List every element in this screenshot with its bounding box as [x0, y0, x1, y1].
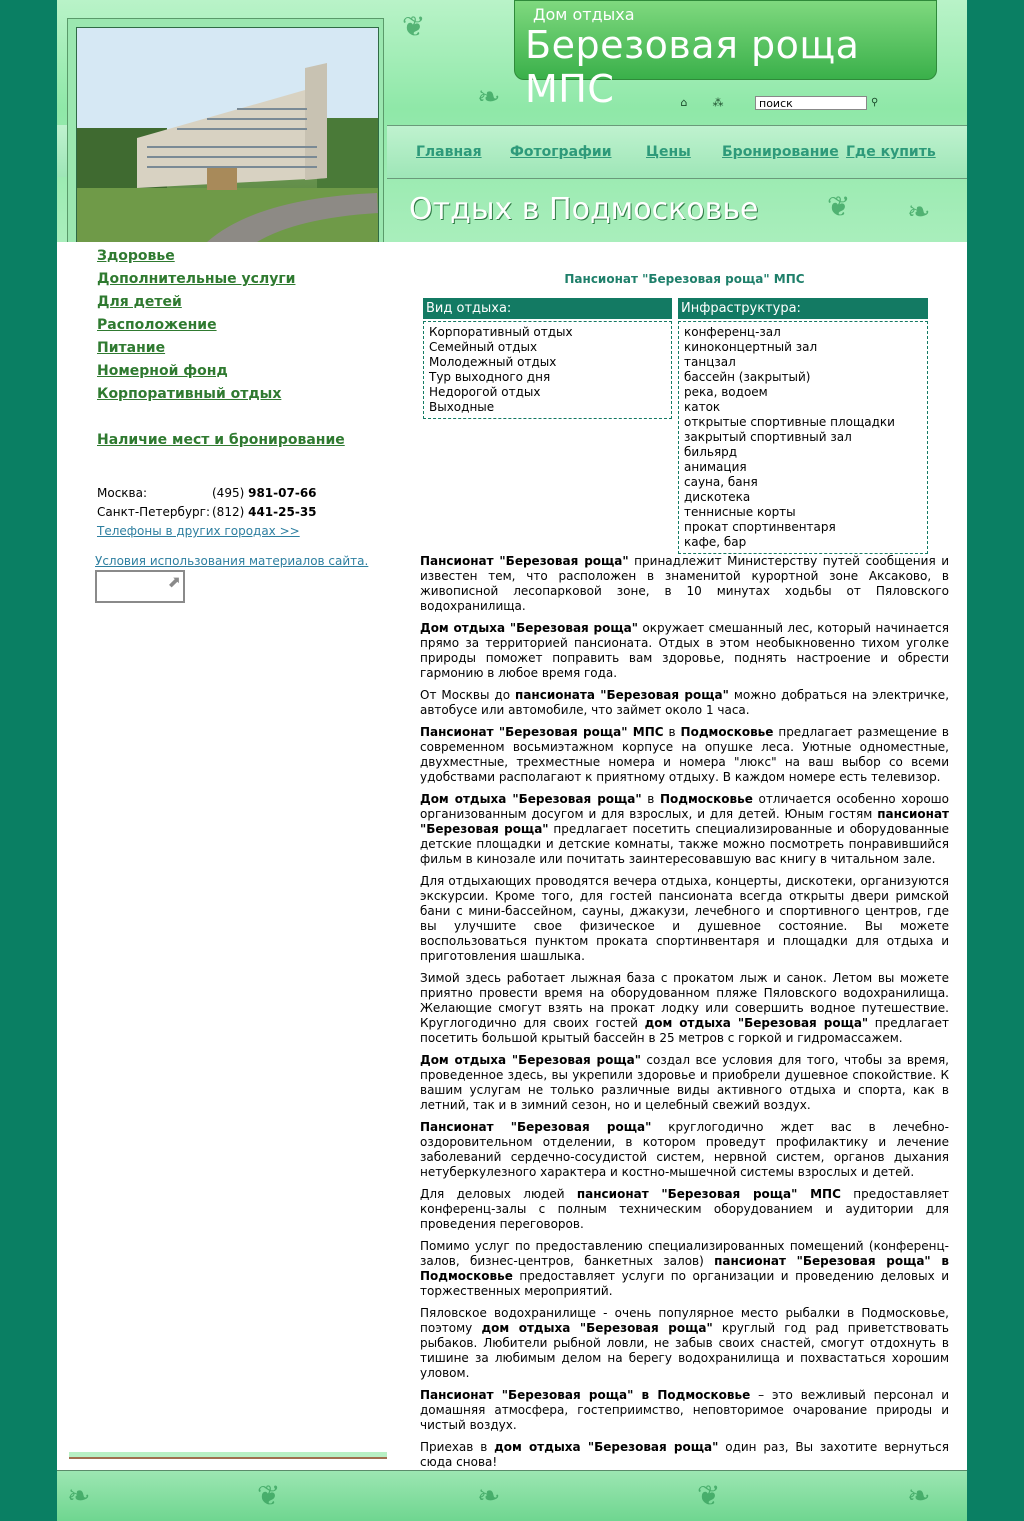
- main-nav: [387, 125, 967, 179]
- rest-types-box: [423, 298, 672, 419]
- article-text: [420, 554, 949, 1470]
- article-paragraph: [420, 725, 949, 785]
- bold-phrase: Пансионат "Березовая роща": [420, 1120, 652, 1134]
- list-item: бассейн (закрытый): [684, 370, 811, 384]
- main-content: [420, 262, 949, 1477]
- ornament-icon: ❧: [67, 1479, 91, 1512]
- article-paragraph: [420, 1053, 949, 1113]
- list-item: теннисные корты: [684, 505, 796, 519]
- home-icon[interactable]: ⌂: [680, 96, 688, 109]
- article-paragraph: [420, 621, 949, 681]
- list-item: закрытый спортивный зал: [684, 430, 852, 444]
- text-run: Зимой здесь работает лыжная база с прокатом лыж и санок. Летом вы можете приятно провести время на оборудованном пляже Пяловского водохранилища. Желающие смогут взять на прокат лодку или совершить водное путешествие. Круглогодично для своих гостей: [420, 971, 949, 1030]
- article-paragraph: [420, 1388, 949, 1433]
- page-title: Пансионат "Березовая роща" МПС: [564, 272, 805, 286]
- article-paragraph: [420, 1440, 949, 1470]
- terms-of-use-link[interactable]: Условия использования материалов сайта.: [95, 554, 369, 568]
- ornament-icon: ❧: [477, 80, 501, 113]
- list-item: танцзал: [684, 355, 736, 369]
- other-cities-phones-link[interactable]: Телефоны в других городах >>: [97, 524, 300, 538]
- article-paragraph: [420, 874, 949, 964]
- phone-city: Москва:: [97, 486, 148, 500]
- list-item: открытые спортивные площадки: [684, 415, 895, 429]
- text-run: окружает смешанный лес, который начинается прямо за территорией пансионата. Отдых в этом необыкновенно тихом уголке природы поможет поправить вам здоровье, поднять настроение и обрести гармонию в любое время года.: [420, 621, 949, 680]
- bold-phrase: Дом отдыха "Березовая роща": [420, 621, 638, 635]
- article-paragraph: [420, 554, 949, 614]
- bold-phrase: Дом отдыха "Березовая роща": [420, 1053, 641, 1067]
- footer: [57, 1470, 967, 1521]
- bold-phrase: Подмосковье: [680, 725, 774, 739]
- list-item: бильярд: [684, 445, 738, 459]
- text-run: принадлежит Министерству путей сообщения и известен тем, что расположен в знаменитой курортной зоне Аксаково, в живописной лесопарковой зоне, в 10 минутах ходьбы от Пяловского водохранилища.: [420, 554, 949, 613]
- bold-phrase: Пансионат "Березовая роща" МПС: [420, 725, 664, 739]
- phone-code: (812): [212, 505, 245, 519]
- nav-home[interactable]: Главная: [416, 144, 482, 160]
- page: [57, 0, 967, 1520]
- nav-booking[interactable]: Бронирование: [722, 144, 839, 160]
- infrastructure-box: [678, 298, 928, 554]
- search-input[interactable]: [755, 96, 867, 110]
- article-paragraph: [420, 1239, 949, 1299]
- list-item: дискотека: [684, 490, 751, 504]
- text-run: Пяловское водохранилище - очень популярное место рыбалки в Подмосковье, поэтому: [420, 1306, 949, 1335]
- bold-phrase: пансионат "Березовая роща": [420, 807, 949, 836]
- bold-phrase: пансионат "Березовая роща" МПС: [576, 1187, 841, 1201]
- text-run: можно добраться на электричке, автобусе или автомобиле, что займет около 1 часа.: [420, 688, 950, 717]
- counter-widget[interactable]: [95, 570, 185, 603]
- text-run: Помимо услуг по предоставлению специализированных помещений (конференц-залов, бизнес-центров, банкетных залов): [420, 1239, 949, 1268]
- phone-code: (495): [212, 486, 245, 500]
- list-item: киноконцертный зал: [684, 340, 818, 354]
- text-run: Приехав в: [420, 1440, 495, 1454]
- bold-phrase: дом отдыха "Березовая роща": [481, 1321, 713, 1335]
- sidebar-item-children[interactable]: Для детей: [97, 294, 182, 310]
- sidebar: [57, 242, 387, 1456]
- building-photo: [76, 27, 379, 243]
- sidebar-item-corporate[interactable]: Корпоративный отдых: [97, 386, 282, 402]
- infrastructure-list: [678, 321, 928, 554]
- info-boxes: [420, 298, 949, 554]
- infrastructure-heading: Инфраструктура:: [678, 298, 928, 319]
- article-paragraph: [420, 1187, 949, 1232]
- ornament-icon: ❦: [402, 10, 426, 43]
- text-run: круглый год рад приветствовать рыбаков. Любители рыбной ловли, не забыв своих снастей, смогут отдохнуть в тишине за любимым делом на берегу водохранилища и похвастаться хорошим уловом.: [420, 1321, 950, 1380]
- sidebar-item-rooms[interactable]: Номерной фонд: [97, 363, 228, 379]
- text-run: – это вежливый персонал и домашняя атмосфера, гостеприимство, неповторимое очарование природы и чистый воздух.: [420, 1388, 950, 1432]
- photo-frame: [67, 18, 384, 244]
- text-run: предлагает размещение в современном восьмиэтажном корпусе на опушке леса. Уютные одноместные, двухместные, трехместные номера и номера "люкс" на ваш выбор со всеми удобствами располагают к приятному отдыху. В каждом номере есть телевизор.: [420, 725, 949, 784]
- bold-phrase: дом отдыха "Березовая роща": [644, 1016, 869, 1030]
- search-icon[interactable]: ⚲: [871, 97, 879, 108]
- phone-row: [97, 484, 317, 503]
- text-run: Для отдыхающих проводятся вечера отдыха, концерты, дискотеки, организуются экскурсии. Кроме того, для гостей пансионата всегда открыты двери римской бани с мини-бассейном, сауны, джакузи, лечебного и спортивного центров, где вы улучшите свое физическое и душевное состояние. Вы можете воспользоваться пунктом проката спортинвентаря и площадки для отдыха и приготовления шашлыка.: [420, 874, 949, 963]
- text-run: один раз, Вы захотите вернуться сюда снова!: [420, 1440, 949, 1469]
- list-item: Недорогой отдых: [429, 385, 541, 399]
- ornament-icon: ❧: [907, 1479, 931, 1512]
- text-run: предлагает посетить специализированные и оборудованные детские площадки и детские комнаты, также можно посмотреть понравившийся фильм в кинозале или почитать заинтересовавшую вас книгу в читальном зале.: [420, 822, 950, 866]
- ornament-icon: ❧: [477, 1479, 501, 1512]
- sidebar-item-food[interactable]: Питание: [97, 340, 166, 356]
- header-tools: [677, 94, 883, 112]
- article-paragraph: [420, 1120, 949, 1180]
- list-item: Тур выходного дня: [429, 370, 551, 384]
- list-item: Молодежный отдых: [429, 355, 557, 369]
- list-item: конференц-зал: [684, 325, 781, 339]
- text-run: в: [641, 792, 660, 806]
- list-item: анимация: [684, 460, 747, 474]
- list-item: прокат спортинвентаря: [684, 520, 836, 534]
- site-subtitle: Дом отдыха: [533, 5, 635, 24]
- nav-bar-left: [57, 125, 67, 177]
- arrow-icon: ⬈: [167, 572, 181, 591]
- phone-list: [97, 484, 317, 541]
- text-run: предлагает посетить большой крытый бассейн в 25 метров с горкой и гидромассажем.: [420, 1016, 950, 1045]
- text-run: От Москвы до: [420, 688, 516, 702]
- ornament-icon: ❦: [697, 1479, 721, 1512]
- article-paragraph: [420, 792, 949, 867]
- sidebar-booking-link[interactable]: Наличие мест и бронирование: [97, 432, 345, 448]
- list-item: Корпоративный отдых: [429, 325, 573, 339]
- site-title-box: [514, 0, 937, 111]
- ornament-icon: ❧: [907, 195, 931, 228]
- sitemap-icon[interactable]: ⁂: [712, 96, 724, 109]
- sidebar-item-location[interactable]: Расположение: [97, 317, 217, 333]
- phone-row: [97, 503, 317, 522]
- nav-photos[interactable]: Фотографии: [510, 144, 612, 160]
- text-run: Для деловых людей: [420, 1187, 577, 1201]
- sidebar-item-health[interactable]: Здоровье: [97, 248, 175, 264]
- sidebar-bottom-rule: [69, 1452, 387, 1459]
- phone-number: 441-25-35: [248, 505, 317, 519]
- text-run: создал все условия для того, чтобы за время, проведенное здесь, вы укрепили здоровье и приобрели душевное спокойствие. К вашим услугам не только различные виды активного отдыха и спорта, как в летний, так и в зимний сезон, но и целебный свежий воздух.: [420, 1053, 949, 1112]
- ornament-icon: ❦: [827, 190, 851, 223]
- bold-phrase: дом отдыха "Березовая роща": [494, 1440, 719, 1454]
- list-item: каток: [684, 400, 721, 414]
- article-paragraph: [420, 688, 949, 718]
- text-run: отличается особенно хорошо организованным досугом и для взрослых, и для детей. Юным гостям: [420, 792, 949, 821]
- bold-phrase: Пансионат "Березовая роща": [420, 554, 629, 568]
- phone-city: Санкт-Петербург:: [97, 505, 211, 519]
- text-run: предоставляет услуги по организации и проведению деловых и торжественных мероприятий.: [420, 1269, 949, 1298]
- nav-where-to-buy[interactable]: Где купить: [846, 144, 936, 160]
- ornament-icon: ❦: [257, 1479, 281, 1512]
- site-title: Березовая роща МПС: [525, 23, 860, 111]
- bold-phrase: Подмосковье: [659, 792, 753, 806]
- bold-phrase: Пансионат "Березовая роща" в Подмосковье: [420, 1388, 751, 1402]
- bold-phrase: пансионат "Березовая роща" в Подмосковье: [420, 1254, 949, 1283]
- list-item: сауна, баня: [684, 475, 758, 489]
- text-run: круглогодично ждет вас в лечебно-оздоровительном отделении, в котором проведут профилактику и лечение заболеваний сердечно-сосудистой систем, нервной систем, органов дыхания нетуберкулезного характера и костно-мышечной системы взрослых и детей.: [420, 1120, 949, 1179]
- rest-types-heading: Вид отдыха:: [423, 298, 672, 319]
- phone-number: 981-07-66: [248, 486, 317, 500]
- rest-types-list: [423, 321, 672, 419]
- article-paragraph: [420, 1306, 949, 1381]
- list-item: кафе, бар: [684, 535, 747, 549]
- banner-heading: Отдых в Подмосковье: [409, 192, 759, 227]
- list-item: река, водоем: [684, 385, 768, 399]
- text-run: в: [663, 725, 681, 739]
- article-paragraph: [420, 971, 949, 1046]
- text-run: предоставляет конференц-залы с полным техническим оборудованием и аудитории для проведения переговоров.: [420, 1187, 949, 1231]
- list-item: Выходные: [429, 400, 495, 414]
- header: [57, 0, 967, 242]
- sidebar-item-services[interactable]: Дополнительные услуги: [97, 271, 296, 287]
- nav-prices[interactable]: Цены: [646, 144, 691, 160]
- list-item: Семейный отдых: [429, 340, 538, 354]
- bold-phrase: пансионата "Березовая роща": [515, 688, 729, 702]
- bold-phrase: Дом отдыха "Березовая роща": [420, 792, 642, 806]
